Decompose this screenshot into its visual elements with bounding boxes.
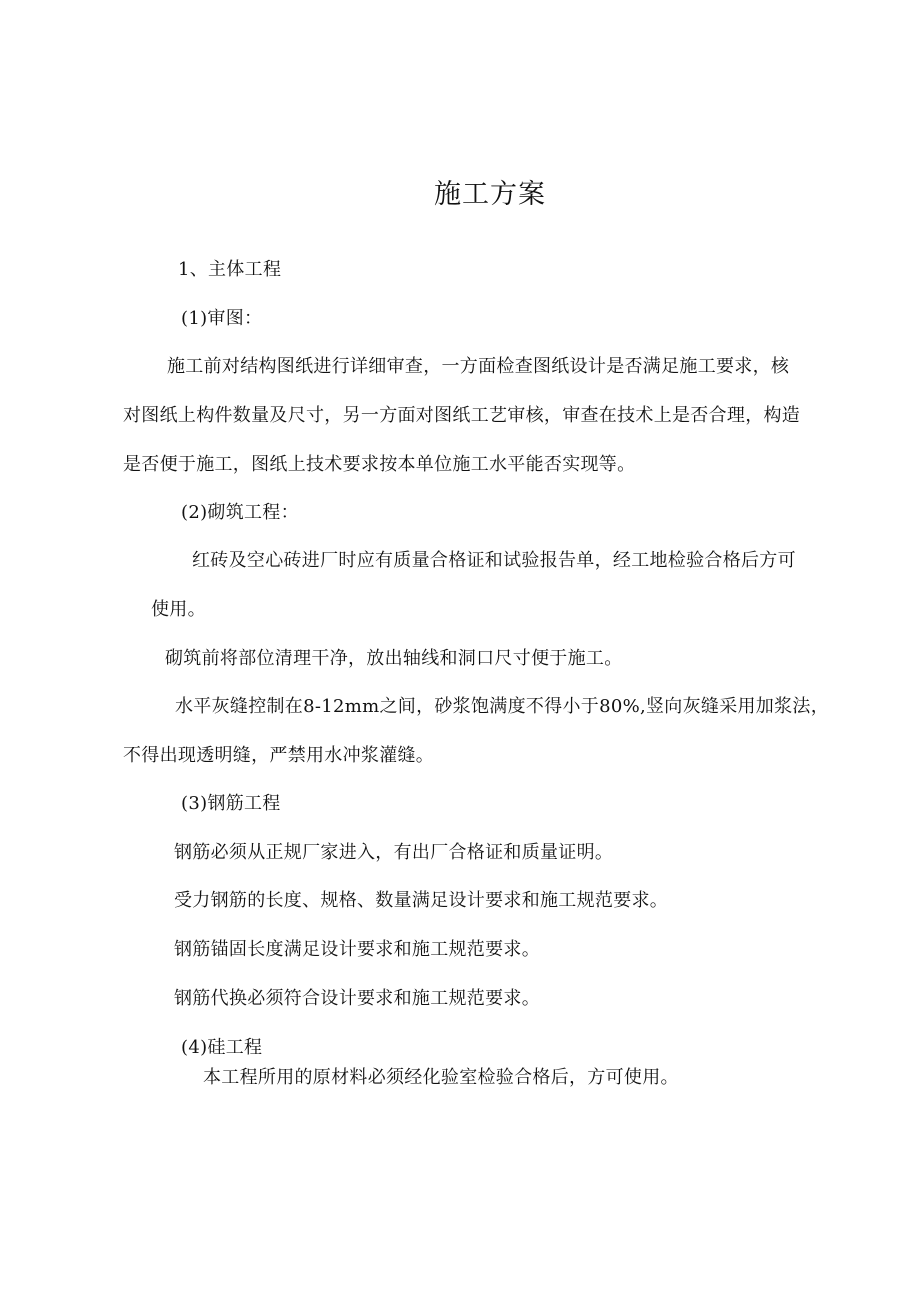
paragraph-concrete-materials: 本工程所用的原材料必须经化验室检验合格后，方可使用。 xyxy=(203,1067,679,1088)
paragraph-mortar-joints-line-2: 不得出现透明缝，严禁用水冲浆灌缝。 xyxy=(123,745,435,766)
rebar-item-dimensions: 受力钢筋的长度、规格、数量满足设计要求和施工规范要求。 xyxy=(174,890,669,911)
rebar-item-anchorage: 钢筋锚固长度满足设计要求和施工规范要求。 xyxy=(174,939,540,960)
rebar-item-substitution: 钢筋代换必须符合设计要求和施工规范要求。 xyxy=(174,988,540,1009)
page-title: 施工方案 xyxy=(434,179,546,210)
paragraph-drawing-review-line-2: 对图纸上构件数量及尺寸，另一方面对图纸工艺审核，审查在技术上是否合理，构造 xyxy=(123,405,801,426)
paragraph-drawing-review-line-3: 是否便于施工，图纸上技术要求按本单位施工水平能否实现等。 xyxy=(123,454,636,475)
paragraph-masonry-bricks-line-2: 使用。 xyxy=(151,599,206,620)
paragraph-drawing-review-line-1: 施工前对结构图纸进行详细审查，一方面检查图纸设计是否满足施工要求，核 xyxy=(167,356,790,377)
paragraph-mortar-joints-line-1: 水平灰缝控制在8-12mm之间，砂浆饱满度不得小于80%,竖向灰缝采用加浆法， xyxy=(175,696,830,717)
subsection-heading-rebar: (3)钢筋工程 xyxy=(181,793,281,814)
paragraph-masonry-cleanup: 砌筑前将部位清理干净，放出轴线和洞口尺寸便于施工。 xyxy=(165,648,623,669)
subsection-heading-masonry: (2)砌筑工程： xyxy=(181,502,299,523)
rebar-item-source: 钢筋必须从正规厂家进入，有出厂合格证和质量证明。 xyxy=(174,842,614,863)
section-heading-main-works: 1、主体工程 xyxy=(178,259,282,280)
subsection-heading-concrete: (4)硅工程 xyxy=(181,1037,263,1058)
subsection-heading-drawing-review: (1)审图： xyxy=(181,308,263,329)
paragraph-masonry-bricks-line-1: 红砖及空心砖进厂时应有质量合格证和试验报告单，经工地检验合格后方可 xyxy=(192,550,796,571)
